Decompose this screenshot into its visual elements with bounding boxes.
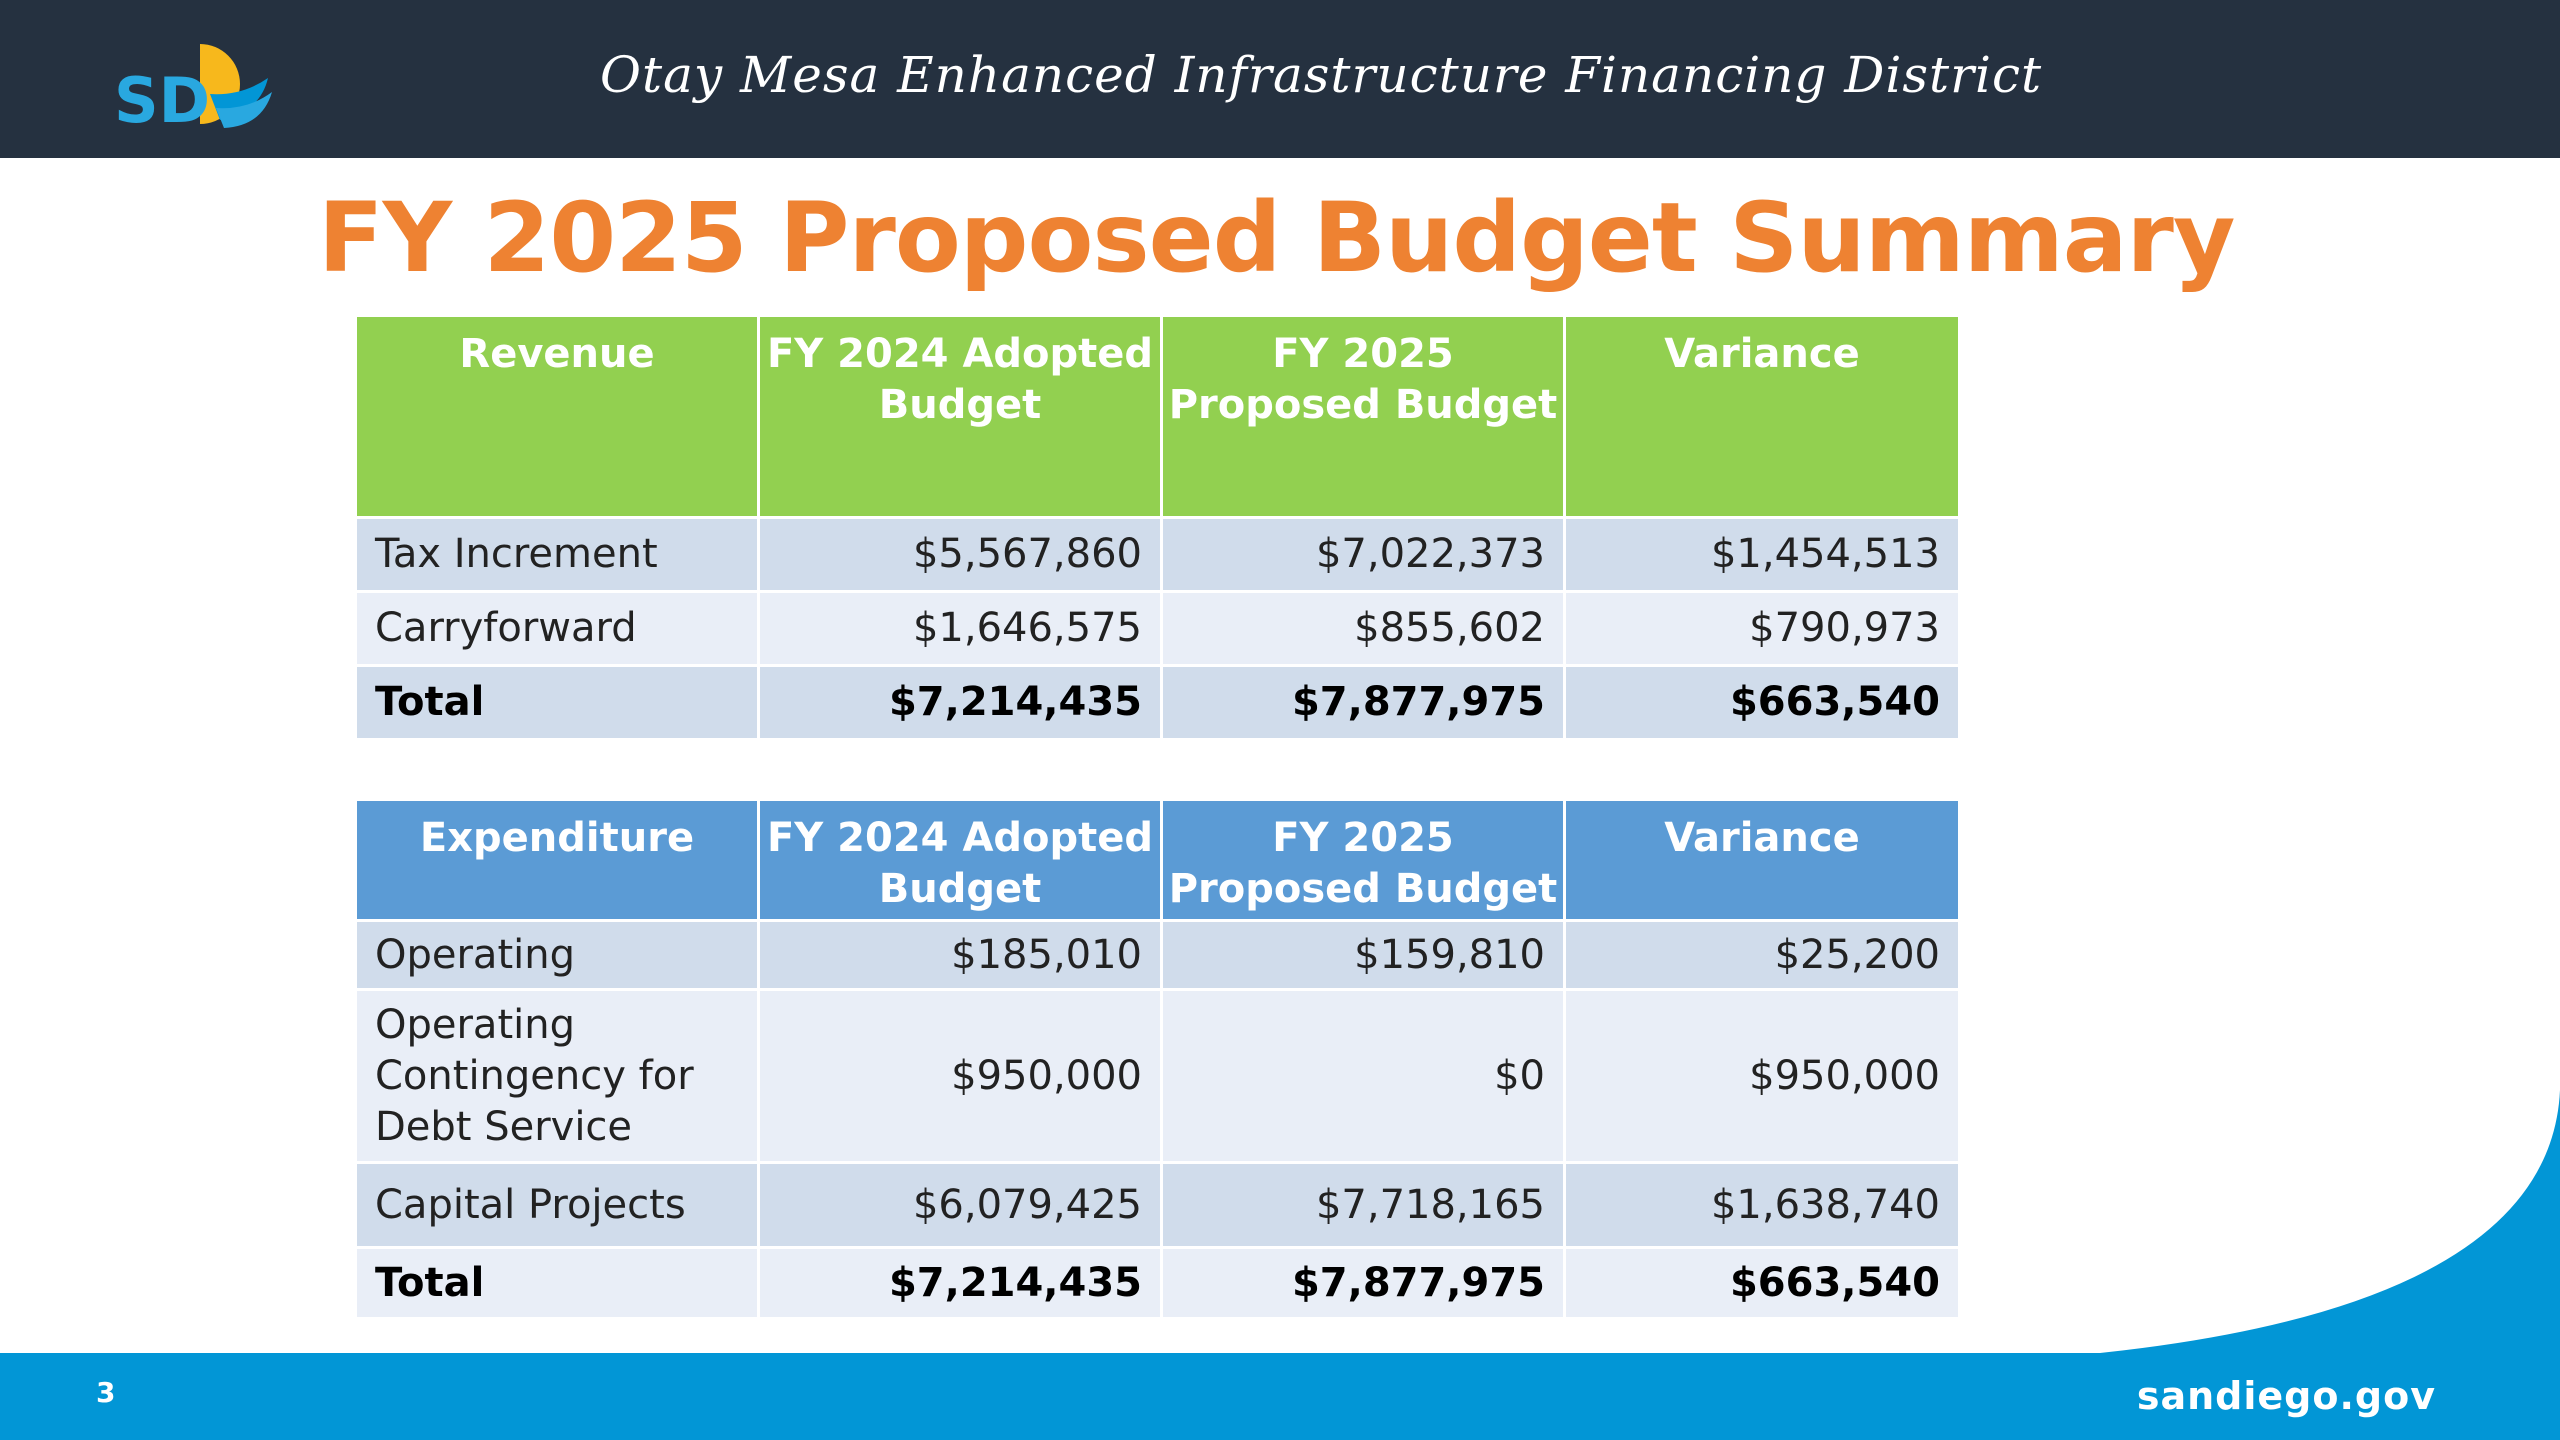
row-label: Tax Increment — [357, 519, 757, 590]
table-row — [357, 991, 1958, 1161]
variance-value: $790,973 — [1566, 593, 1958, 664]
page-number: 3 — [96, 1376, 116, 1409]
expenditure-header-row — [357, 801, 1958, 919]
footer-url[interactable]: sandiego.gov — [2136, 1374, 2436, 1418]
fy2024-value: $1,646,575 — [760, 593, 1160, 664]
expenditure-table — [354, 798, 1961, 1320]
total-fy2024: $7,214,435 — [760, 1249, 1160, 1317]
column-header-expenditure: Expenditure — [357, 801, 757, 919]
decorative-swoosh — [2080, 1090, 2560, 1355]
column-header-variance: Variance — [1566, 317, 1958, 516]
total-variance: $663,540 — [1566, 667, 1958, 738]
variance-value: $1,638,740 — [1566, 1164, 1958, 1246]
total-fy2024: $7,214,435 — [760, 667, 1160, 738]
row-label: Capital Projects — [357, 1164, 757, 1246]
column-header-fy2024: FY 2024 Adopted Budget — [760, 317, 1160, 516]
column-header-fy2025: FY 2025 Proposed Budget — [1163, 801, 1563, 919]
fy2025-value: $855,602 — [1163, 593, 1563, 664]
header-title: Otay Mesa Enhanced Infrastructure Financing District — [600, 46, 2043, 104]
total-label: Total — [357, 1249, 757, 1317]
san-diego-logo — [112, 34, 282, 134]
total-label: Total — [357, 667, 757, 738]
row-label: Operating Contingency for Debt Service — [357, 991, 757, 1161]
fy2025-value: $7,022,373 — [1163, 519, 1563, 590]
total-row — [357, 1249, 1958, 1317]
page-title: FY 2025 Proposed Budget Summary — [318, 182, 2235, 294]
fy2025-value: $0 — [1163, 991, 1563, 1161]
total-fy2025: $7,877,975 — [1163, 667, 1563, 738]
fy2024-value: $6,079,425 — [760, 1164, 1160, 1246]
table-row — [357, 519, 1958, 590]
logo-text: SD — [114, 64, 211, 134]
column-header-variance: Variance — [1566, 801, 1958, 919]
revenue-header-row — [357, 317, 1958, 516]
row-label: Carryforward — [357, 593, 757, 664]
column-header-fy2025: FY 2025 Proposed Budget — [1163, 317, 1563, 516]
fy2024-value: $950,000 — [760, 991, 1160, 1161]
fy2024-value: $185,010 — [760, 922, 1160, 988]
total-row — [357, 667, 1958, 738]
revenue-table — [354, 314, 1961, 741]
variance-value: $950,000 — [1566, 991, 1958, 1161]
table-row — [357, 593, 1958, 664]
column-header-fy2024: FY 2024 Adopted Budget — [760, 801, 1160, 919]
variance-value: $1,454,513 — [1566, 519, 1958, 590]
header-bar — [0, 0, 2560, 158]
variance-value: $25,200 — [1566, 922, 1958, 988]
table-row — [357, 1164, 1958, 1246]
total-fy2025: $7,877,975 — [1163, 1249, 1563, 1317]
fy2025-value: $159,810 — [1163, 922, 1563, 988]
fy2025-value: $7,718,165 — [1163, 1164, 1563, 1246]
total-variance: $663,540 — [1566, 1249, 1958, 1317]
fy2024-value: $5,567,860 — [760, 519, 1160, 590]
table-row — [357, 922, 1958, 988]
row-label: Operating — [357, 922, 757, 988]
column-header-revenue: Revenue — [357, 317, 757, 516]
